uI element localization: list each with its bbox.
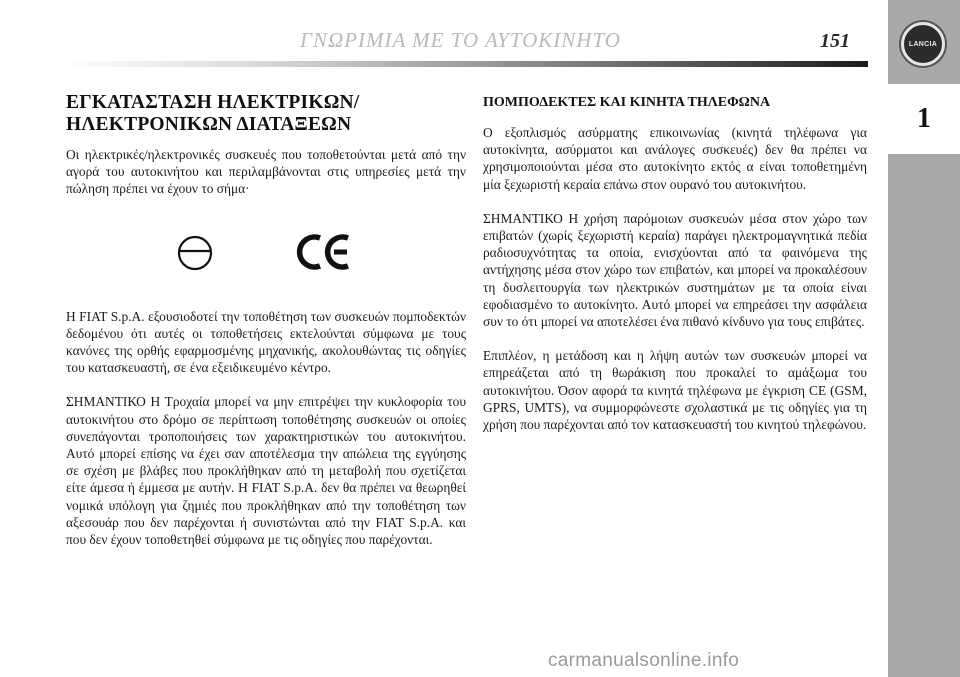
ce-mark-icon bbox=[296, 232, 354, 272]
lancia-logo-icon bbox=[901, 22, 945, 66]
site-watermark: carmanualsonline.info bbox=[548, 650, 740, 671]
chapter-number: 1 bbox=[917, 103, 931, 134]
e-mark-icon bbox=[176, 234, 214, 272]
logo-label: LANCIA bbox=[908, 40, 938, 48]
section-heading bbox=[66, 92, 466, 136]
important-warning-paragraph: ΣΗΜΑΝΤΙΚΟ Η Τροχαία μπορεί να μην επιτρέψει την κυκλοφορία του αυτοκινήτου στο δρόμο σε περίπτωση τοποθέτησης συσκευών οι οποίες συνεπάγονται τροποποιήσεις των χαρακτηριστικών του αυτοκινήτου. Αυτό μπορεί επίσης να έχει σαν αποτέλεσμα την απώλεια της εγγύησης σε σχέση με βλάβες που προκλήθηκαν από τη μεταβολή που σχετίζεται είτε άμεσα ή έμμεσα με αυτήν. Η FIAT S.p.A. δεν θα πρέπει να θεωρηθεί νομικά υπόλογη για ζημιές που προκλήθηκαν από την τοποθέτηση των αξεσουάρ που δεν παρέχονται ή συνιστώνται από την FIAT S.p.A. και που δεν έχουν τοποθετηθεί σύμφωνα με τις οδηγίες που παρέχονται. bbox=[66, 394, 466, 548]
page-number: 151 bbox=[820, 30, 850, 52]
running-header-title: ΓΝΩΡΙΜΙΑ ΜΕ ΤΟ ΑΥΤΟΚΙΝΗΤΟ bbox=[300, 28, 621, 52]
transmission-paragraph: Επιπλέον, η μετάδοση και η λήψη αυτών των συσκευών μπορεί να επηρεάζεται από τη θωράκιση που προκαλεί το αμάξωμα του αυτοκινήτου. Όσον αφορά τα κινητά τηλέφωνα με έγκριση CE (GSM, GPRS, UMTS), να συμμορφώνεστε σχολαστικά με τις οδηγίες για τη χρήση που παρέχονται από τον κατασκευαστή του κινητού τηλεφώνου. bbox=[483, 348, 867, 433]
authorization-paragraph: Η FIAT S.p.A. εξουσιοδοτεί την τοποθέτηση των συσκευών πομποδεκτών δεδομένου ότι αυτές οι τοποθετήσεις εκτελούνται σύμφωνα με τους κανόνες της ορθής εφαρμοσμένης μηχανικής, ακολουθώντας τις οδηγίες του κατασκευαστή, σε ένα εξειδικευμένο κέντρο. bbox=[66, 308, 466, 376]
header-rule bbox=[62, 61, 868, 67]
right-column bbox=[483, 92, 867, 450]
intro-paragraph: Οι ηλεκτρικές/ηλεκτρονικές συσκευές που τοποθετούνται μετά από την αγορά του αυτοκινήτου και περιλαμβάνονται στις υπηρεσίες μετά την πώληση πρέπει να έχουν το σήμα· bbox=[66, 147, 466, 197]
section-heading-line1: ΕΓΚΑΤΑΣΤΑΣΗ ΗΛΕΚΤΡΙΚΩΝ/ bbox=[66, 92, 360, 113]
chapter-sidebar bbox=[888, 0, 960, 677]
certification-symbols bbox=[66, 206, 466, 302]
section-heading-line2: ΗΛΕΚΤΡΟΝΙΚΩΝ ΔΙΑΤΑΞΕΩΝ bbox=[66, 114, 352, 135]
transceivers-heading: ΠΟΜΠΟΔΕΚΤΕΣ ΚΑΙ ΚΙΝΗΤΑ ΤΗΛΕΦΩΝΑ bbox=[483, 95, 771, 110]
left-column bbox=[66, 92, 466, 565]
chapter-tab[interactable] bbox=[888, 84, 960, 154]
important-interference-paragraph: ΣΗΜΑΝΤΙΚΟ Η χρήση παρόμοιων συσκευών μέσα στον χώρο των επιβατών (χωρίς ξεχωριστή κεραία) παράγει ηλεκτρομαγνητικά πεδία ραδιοσυχνότητας τα οποία, ενισχύονται από τα φαινόμενα της αντήχησης μέσα στον χώρο των επιβατών, και μπορεί να προκαλέσουν τη δυσλειτουργία των ηλεκτρικών συστημάτων με τα οποία είναι εφοδιασμένο το αυτοκίνητο. Αυτό μπορεί να επηρεάσει την ασφάλεια συν το ότι μπορεί να αποτελέσει ένα πιθανό κίνδυνο για τους επιβάτες. bbox=[483, 210, 867, 330]
wireless-equipment-paragraph: Ο εξοπλισμός ασύρματης επικοινωνίας (κινητά τηλέφωνα για αυτοκίνητα, ασύρματοι και ανάλογες συσκευές) δεν θα πρέπει να χρησιμοποιούνται μέσα στο αυτοκίνητο εκτός α είναι τοποθετημένη μία ξεχωριστή κεραία επάνω στον ουρανό του αυτοκινήτου. bbox=[483, 125, 867, 192]
